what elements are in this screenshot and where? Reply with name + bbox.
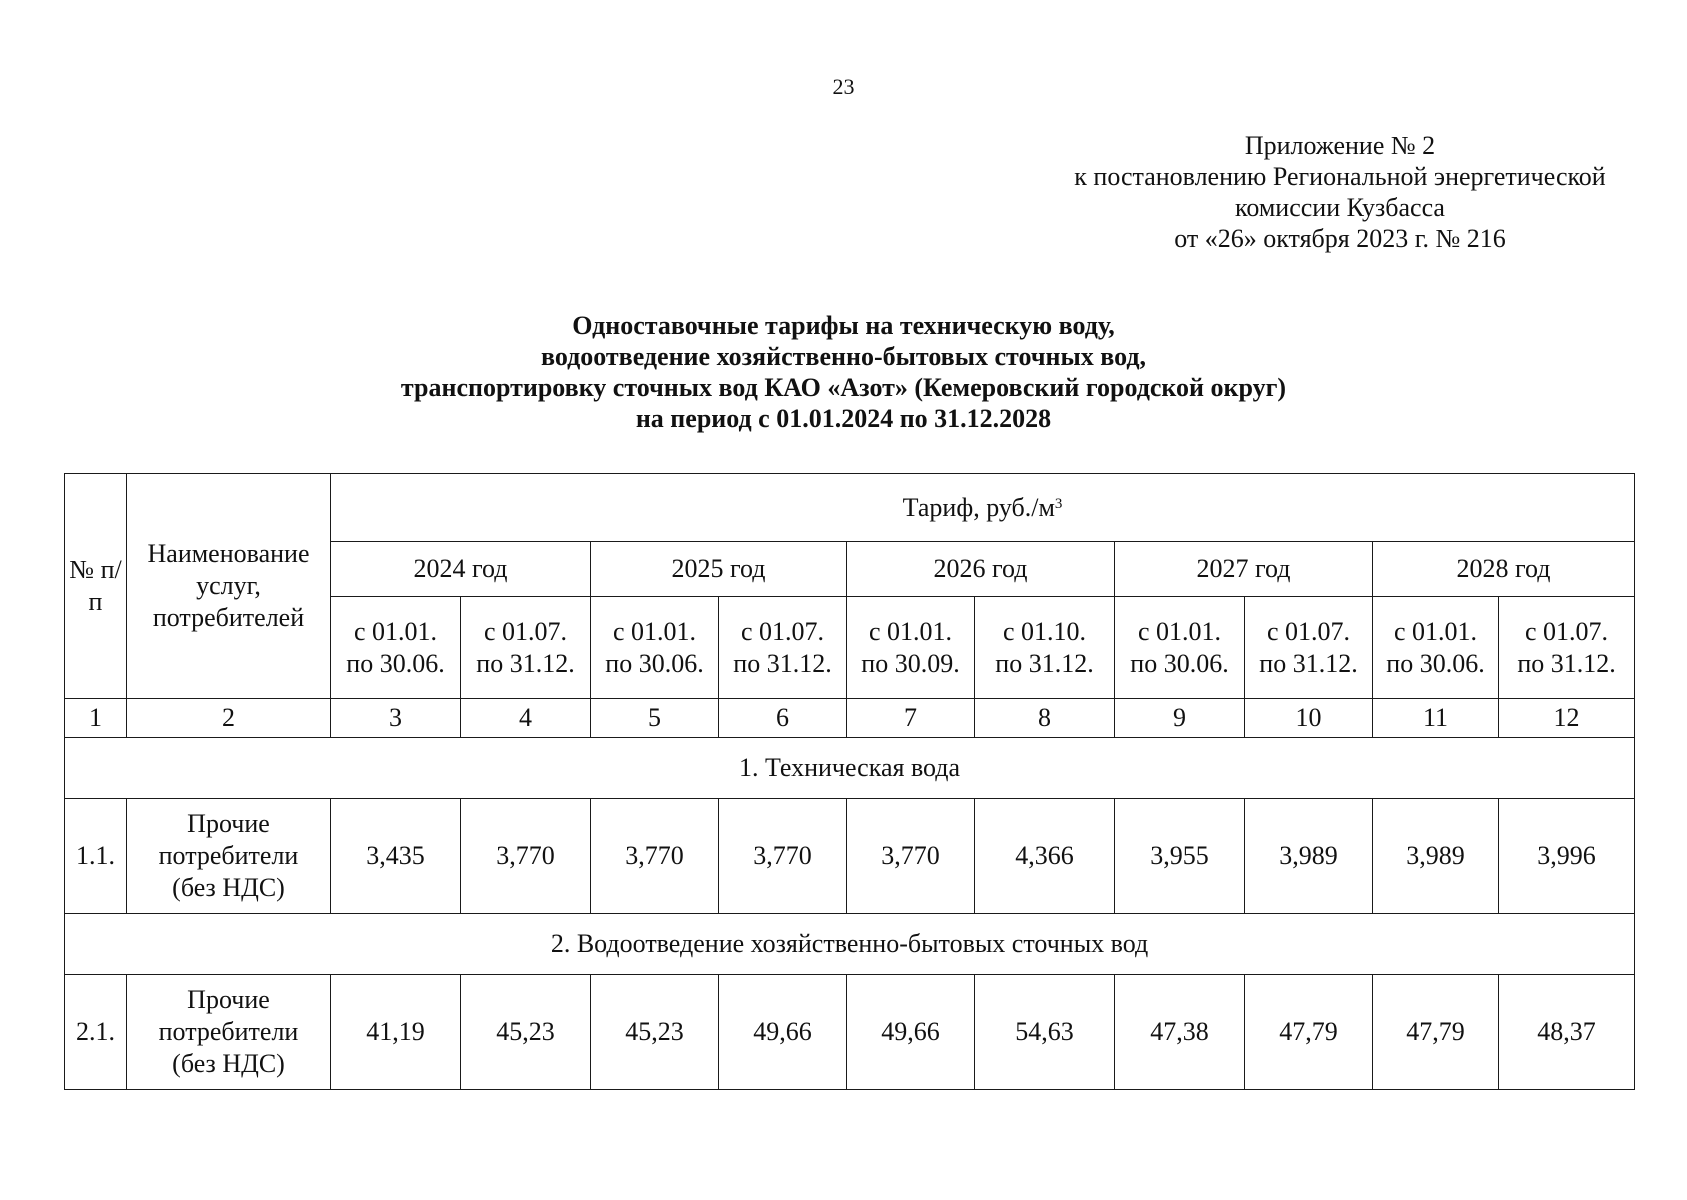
tariff-value: 47,79 (1245, 975, 1373, 1090)
section-title: 2. Водоотведение хозяйственно-бытовых сточных вод (65, 914, 1635, 975)
period-to: по 31.12. (1517, 648, 1616, 678)
tariff-value: 41,19 (331, 975, 461, 1090)
title-line: водоотведение хозяйственно-бытовых сточных вод, (540, 342, 1147, 371)
tariff-value: 3,770 (847, 799, 975, 914)
period-from: с 01.07. (483, 616, 568, 646)
header-year: 2024 год (331, 542, 591, 597)
tariff-value: 49,66 (719, 975, 847, 1090)
header-row-tariff (65, 474, 1635, 542)
tariff-value: 45,23 (591, 975, 719, 1090)
period-from: с 01.10. (1002, 616, 1087, 646)
period-from: с 01.01. (1137, 616, 1222, 646)
row-name-line: потребители (158, 1017, 299, 1046)
header-year: 2025 год (591, 542, 847, 597)
period-from: с 01.07. (1266, 616, 1351, 646)
column-number-row (65, 699, 1635, 738)
column-number: 9 (1115, 699, 1245, 738)
tariff-value: 54,63 (975, 975, 1115, 1090)
period-from: с 01.01. (1393, 616, 1478, 646)
period-to: по 31.12. (1259, 648, 1358, 678)
table-row (65, 799, 1635, 914)
period-from: с 01.01. (612, 616, 697, 646)
column-number: 8 (975, 699, 1115, 738)
tariff-value: 47,38 (1115, 975, 1245, 1090)
tariff-value: 3,989 (1245, 799, 1373, 914)
column-number: 11 (1373, 699, 1499, 738)
appendix-block (1030, 130, 1650, 254)
column-number: 10 (1245, 699, 1373, 738)
header-tariff (331, 474, 1635, 542)
header-period (1115, 597, 1245, 699)
appendix-line: от «26» октября 2023 г. № 216 (1174, 224, 1506, 253)
page-number: 23 (832, 74, 855, 99)
document-title (300, 310, 1387, 434)
period-from: с 01.07. (740, 616, 825, 646)
period-to: по 31.12. (476, 648, 575, 678)
period-from: с 01.01. (868, 616, 953, 646)
appendix-line: комиссии Кузбасса (1235, 193, 1445, 222)
header-tariff-unit-sup: 3 (1054, 495, 1063, 512)
tariff-value: 45,23 (461, 975, 591, 1090)
column-number: 2 (127, 699, 331, 738)
header-col-no: № п/п (65, 474, 127, 699)
tariff-value: 49,66 (847, 975, 975, 1090)
column-number: 12 (1499, 699, 1635, 738)
header-period (847, 597, 975, 699)
column-number: 4 (461, 699, 591, 738)
row-name-line: Прочие (187, 809, 270, 838)
period-to: по 31.12. (733, 648, 832, 678)
section-title: 1. Техническая вода (65, 738, 1635, 799)
header-period (975, 597, 1115, 699)
tariff-value: 3,770 (591, 799, 719, 914)
tariff-value: 48,37 (1499, 975, 1635, 1090)
tariff-value: 3,770 (461, 799, 591, 914)
header-period (591, 597, 719, 699)
row-name-line: (без НДС) (172, 873, 285, 902)
header-period (1499, 597, 1635, 699)
tariff-value: 3,770 (719, 799, 847, 914)
row-name (127, 799, 331, 914)
period-to: по 30.06. (605, 648, 704, 678)
header-year: 2027 год (1115, 542, 1373, 597)
row-name-line: потребители (158, 841, 299, 870)
header-year: 2026 год (847, 542, 1115, 597)
period-to: по 30.09. (861, 648, 960, 678)
header-col-name: Наименование услуг, потребителей (127, 474, 331, 699)
title-line: Одноставочные тарифы на техническую воду, (572, 311, 1115, 340)
header-period (331, 597, 461, 699)
row-number: 2.1. (65, 975, 127, 1090)
column-number: 7 (847, 699, 975, 738)
title-line: на период с 01.01.2024 по 31.12.2028 (635, 404, 1052, 433)
tariff-value: 47,79 (1373, 975, 1499, 1090)
period-to: по 30.06. (1130, 648, 1229, 678)
row-name-line: (без НДС) (172, 1049, 285, 1078)
header-period (1245, 597, 1373, 699)
header-year: 2028 год (1373, 542, 1635, 597)
table-sections (65, 738, 1635, 1090)
period-to: по 30.06. (346, 648, 445, 678)
row-name (127, 975, 331, 1090)
tariff-value: 3,989 (1373, 799, 1499, 914)
column-number: 5 (591, 699, 719, 738)
tariff-value: 3,996 (1499, 799, 1635, 914)
section-header-row (65, 738, 1635, 799)
column-number: 6 (719, 699, 847, 738)
header-period (719, 597, 847, 699)
period-to: по 31.12. (995, 648, 1094, 678)
appendix-line: к постановлению Региональной энергетической (1074, 162, 1606, 191)
table-row (65, 975, 1635, 1090)
header-period (1373, 597, 1499, 699)
column-number: 3 (331, 699, 461, 738)
column-number: 1 (65, 699, 127, 738)
header-period (461, 597, 591, 699)
tariff-value: 3,955 (1115, 799, 1245, 914)
tariff-value: 4,366 (975, 799, 1115, 914)
row-name-line: Прочие (187, 985, 270, 1014)
section-header-row (65, 914, 1635, 975)
row-number: 1.1. (65, 799, 127, 914)
period-to: по 30.06. (1386, 648, 1485, 678)
period-from: с 01.07. (1525, 616, 1609, 646)
title-line: транспортировку сточных вод КАО «Азот» (Кемеровский городской округ) (400, 373, 1287, 402)
appendix-line: Приложение № 2 (1244, 131, 1436, 160)
tariff-table (64, 473, 1635, 1090)
period-from: с 01.01. (353, 616, 438, 646)
header-tariff-label: Тариф, руб./м (902, 492, 1055, 522)
tariff-value: 3,435 (331, 799, 461, 914)
